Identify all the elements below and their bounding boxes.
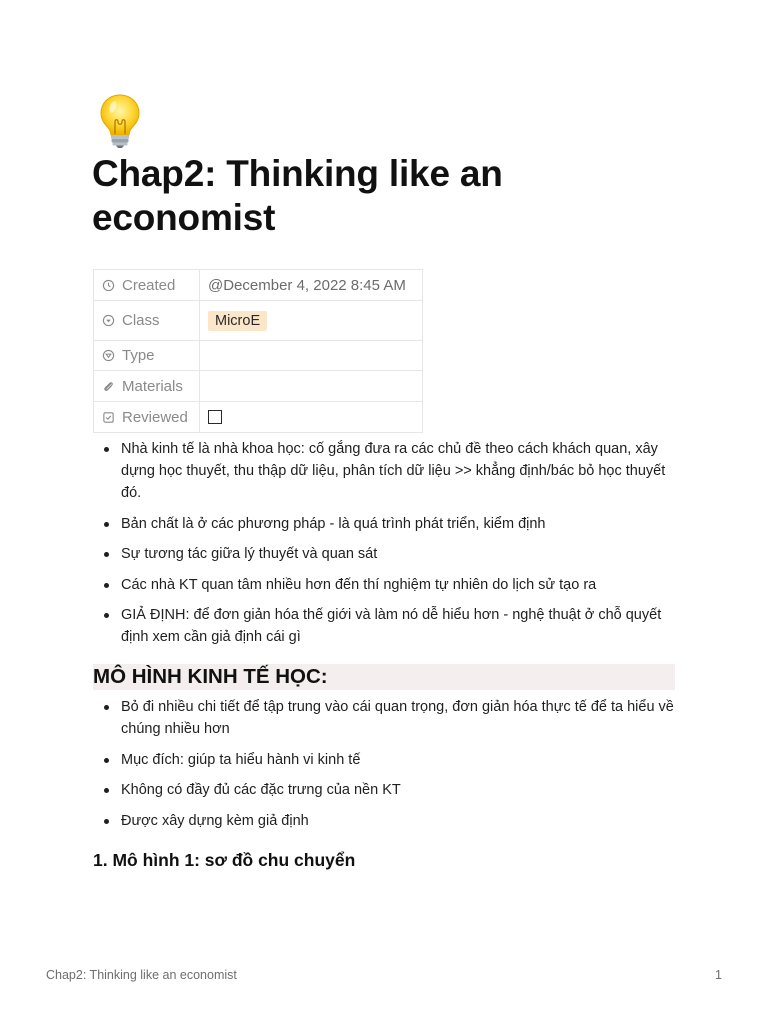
property-value-type[interactable] <box>200 341 423 371</box>
clock-icon <box>102 279 115 292</box>
dropdown-icon <box>102 349 115 362</box>
section-bullet-list <box>93 696 683 832</box>
list-item: Nhà kinh tế là nhà khoa học: cố gắng đưa ra các chủ đề theo cách khách quan, xây dựng học thuyết, thu thập dữ liệu, phân tích dữ liệu >> khẳng định/bác bỏ học thuyết đó. <box>93 438 683 504</box>
sub-heading: 1. Mô hình 1: sơ đồ chu chuyển <box>93 849 356 870</box>
footer-page-number: 1 <box>715 968 722 982</box>
section-heading: MÔ HÌNH KINH TẾ HỌC: <box>93 664 675 690</box>
intro-bullet-list <box>93 438 683 648</box>
property-row-created[interactable] <box>94 270 423 301</box>
page-content <box>93 438 683 872</box>
property-row-type[interactable] <box>94 341 423 371</box>
footer-title: Chap2: Thinking like an economist <box>46 968 237 982</box>
property-key-label: Created <box>122 276 176 294</box>
property-row-materials[interactable] <box>94 371 423 402</box>
property-key-label: Type <box>122 347 155 364</box>
list-item: Không có đầy đủ các đặc trưng của nền KT <box>93 779 683 801</box>
reviewed-checkbox[interactable] <box>208 410 222 424</box>
paperclip-icon <box>102 380 115 393</box>
property-value-materials[interactable] <box>200 371 423 402</box>
property-key-reviewed <box>94 402 200 433</box>
list-item: Các nhà KT quan tâm nhiều hơn đến thí nghiệm tự nhiên do lịch sử tạo ra <box>93 574 683 596</box>
property-key-created <box>94 270 200 301</box>
list-item: Bản chất là ở các phương pháp - là quá trình phát triển, kiểm định <box>93 513 683 535</box>
checkbox-icon <box>102 411 115 424</box>
property-key-label: Reviewed <box>122 408 188 426</box>
list-item: Bỏ đi nhiều chi tiết để tập trung vào cái quan trọng, đơn giản hóa thực tế để ta hiểu về chúng nhiều hơn <box>93 696 683 740</box>
list-item: Được xây dựng kèm giả định <box>93 810 683 832</box>
property-value-created[interactable]: @December 4, 2022 8:45 AM <box>200 270 423 301</box>
property-key-class <box>94 301 200 341</box>
property-value-class[interactable] <box>200 301 423 341</box>
properties-table <box>93 269 423 433</box>
property-key-materials <box>94 371 200 402</box>
property-key-label: Class <box>122 312 160 329</box>
list-item: Mục đích: giúp ta hiểu hành vi kinh tế <box>93 749 683 771</box>
property-key-type <box>94 341 200 371</box>
property-row-reviewed[interactable] <box>94 402 423 433</box>
property-value-reviewed[interactable] <box>200 402 423 433</box>
list-item: Sự tương tác giữa lý thuyết và quan sát <box>93 543 683 565</box>
lightbulb-icon <box>96 92 144 148</box>
property-row-class[interactable] <box>94 301 423 341</box>
select-icon <box>102 314 115 327</box>
property-key-label: Materials <box>122 377 183 395</box>
class-tag[interactable]: MicroE <box>208 311 267 331</box>
list-item: GIẢ ĐỊNH: để đơn giản hóa thế giới và làm nó dễ hiểu hơn - nghệ thuật ở chỗ quyết định xem cần giả định cái gì <box>93 604 683 648</box>
page-title: Chap2: Thinking like an economist <box>92 153 503 238</box>
